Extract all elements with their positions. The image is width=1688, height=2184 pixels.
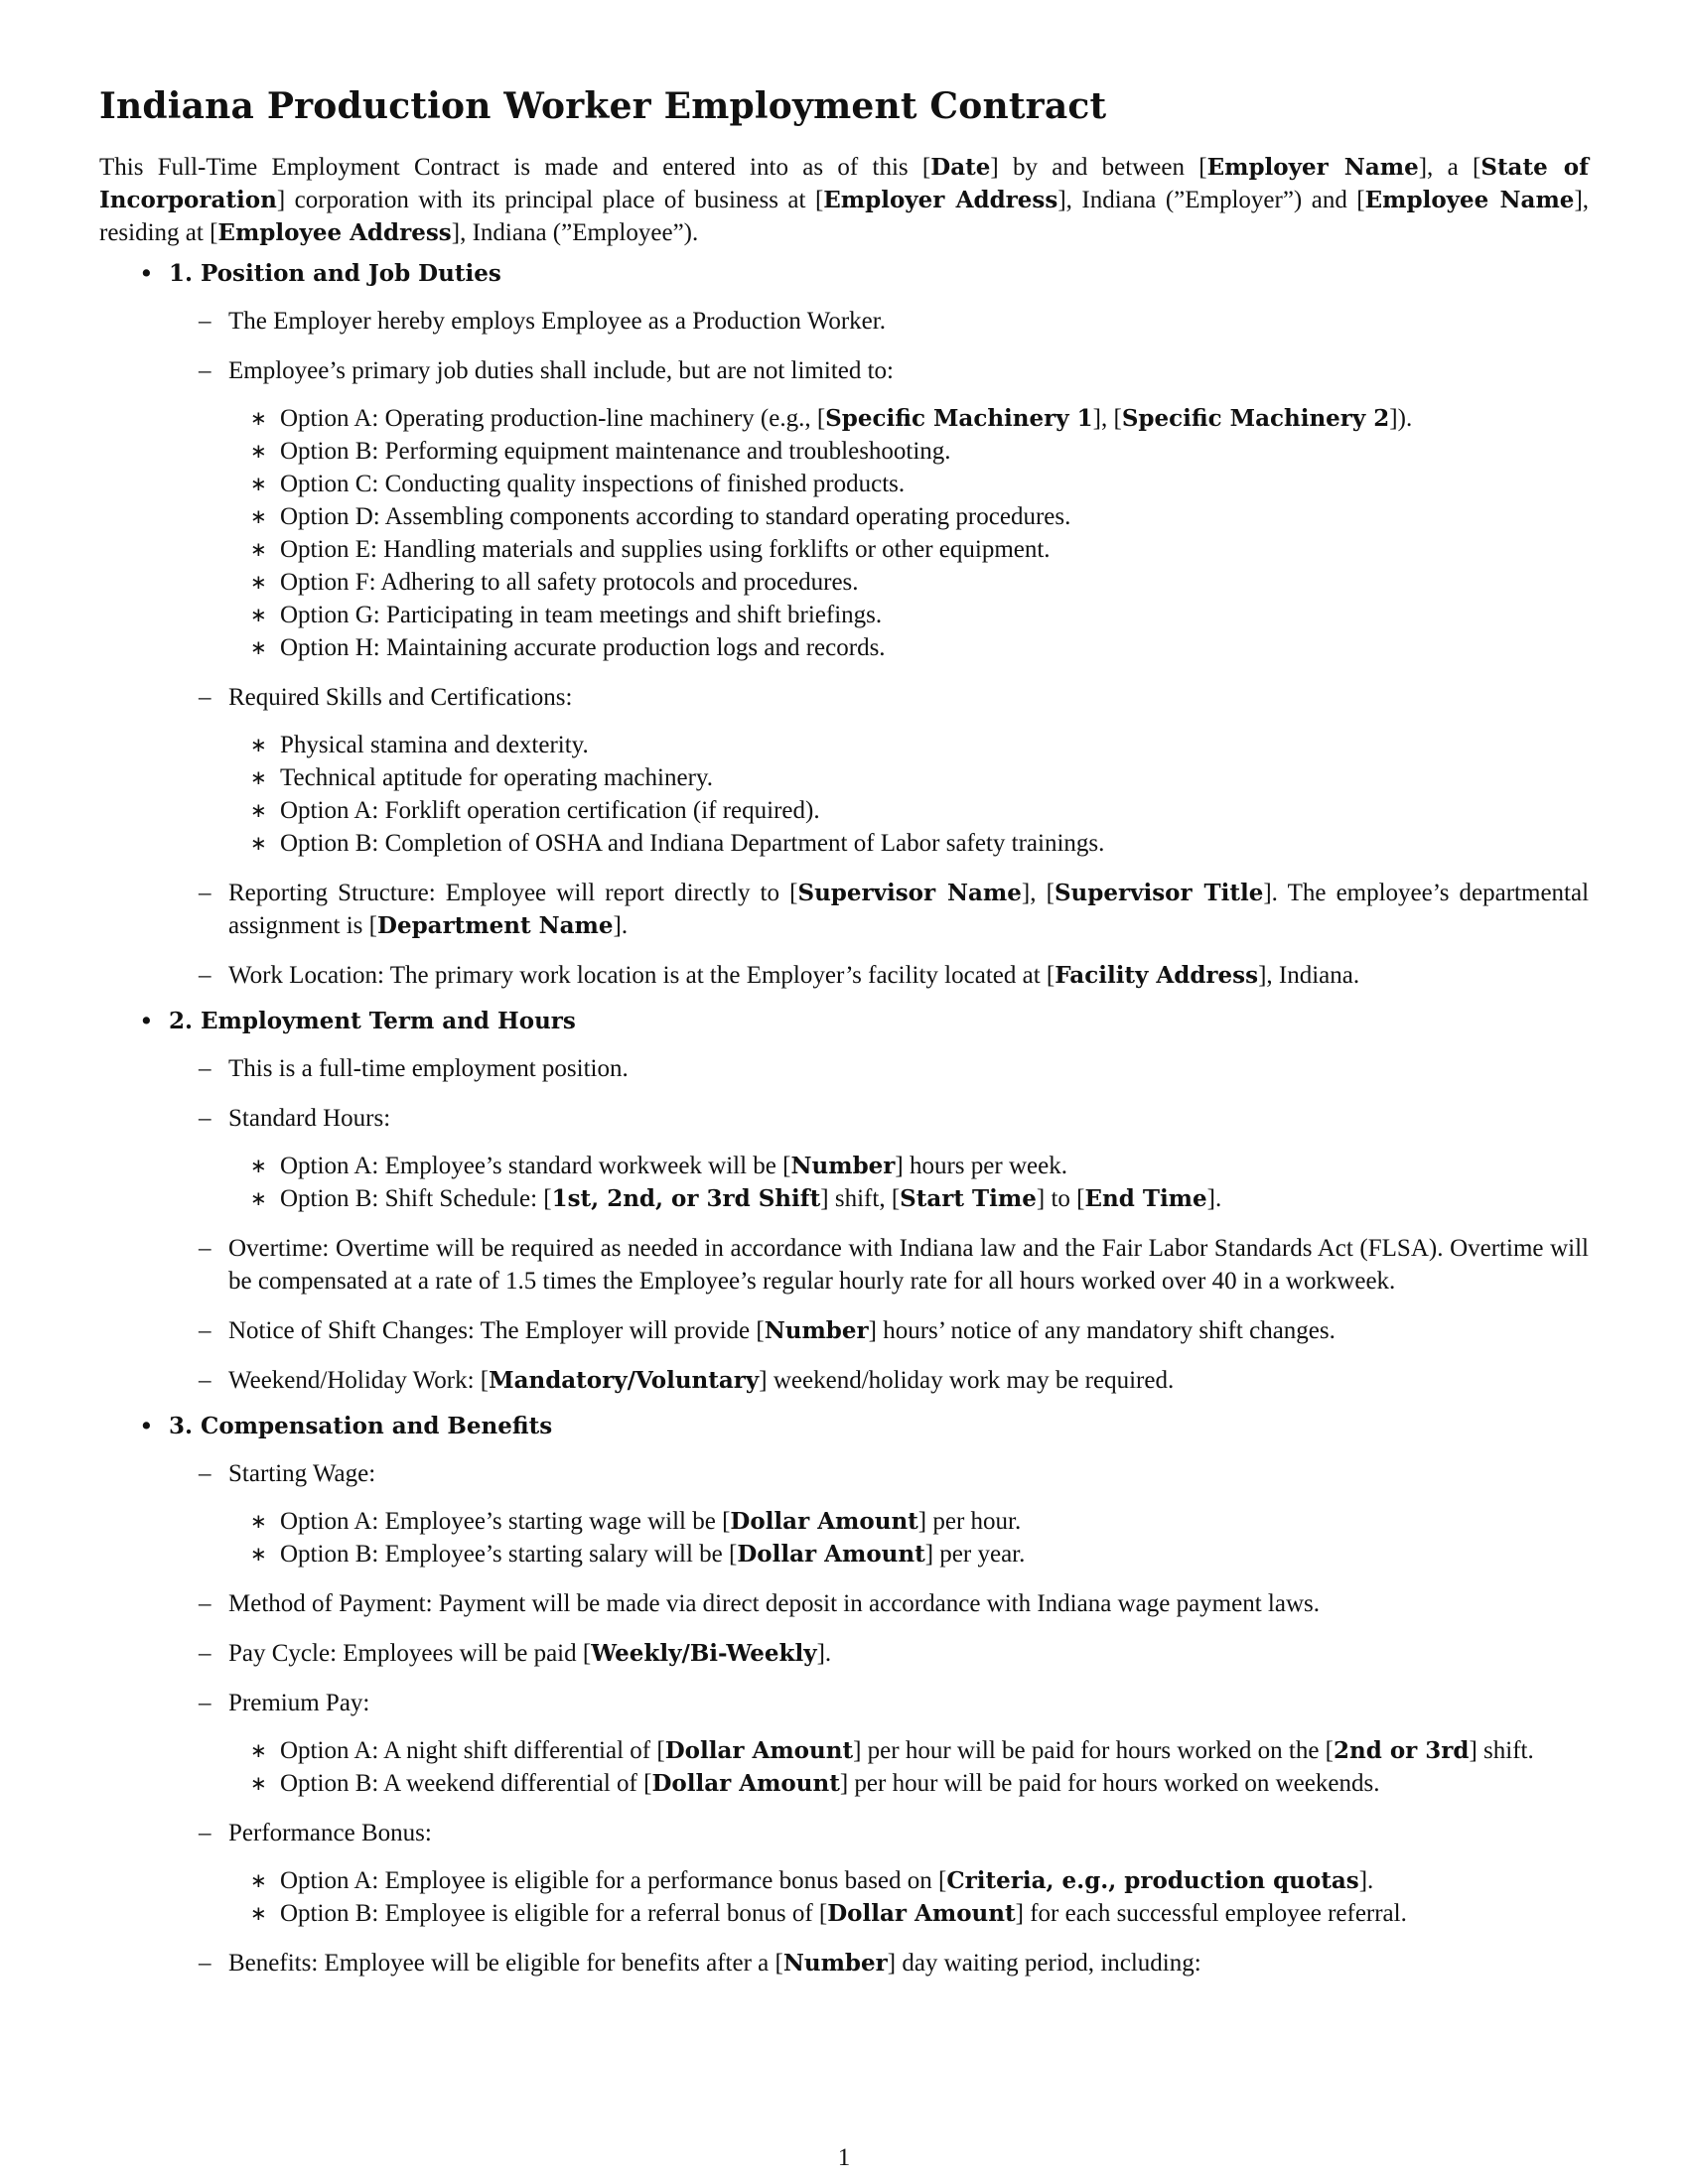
list-item: ∗ Technical aptitude for operating machinery. <box>228 761 1589 794</box>
list-item: ∗ Option C: Conducting quality inspections of finished products. <box>228 468 1589 500</box>
placeholder-date: Date <box>930 154 991 181</box>
list-item: ∗ Option A: Forklift operation certification (if required). <box>228 794 1589 827</box>
asterisk-icon: ∗ <box>250 1542 267 1566</box>
sections-list <box>99 257 1589 1979</box>
asterisk-icon: ∗ <box>250 406 267 430</box>
section-title: 3. Compensation and Benefits <box>169 1413 553 1439</box>
placeholder-supervisor-title: Supervisor Title <box>1054 880 1264 906</box>
list-item: ∗ Option G: Participating in team meetings and shift briefings. <box>228 599 1589 631</box>
placeholder-pay-cycle: Weekly/Bi-Weekly <box>591 1640 817 1667</box>
section-compensation <box>99 1410 1589 1979</box>
asterisk-icon: ∗ <box>250 439 267 463</box>
list-item: ∗ Option H: Maintaining accurate production logs and records. <box>228 631 1589 664</box>
list-item: ∗ Option B: Employee’s starting salary will be [Dollar Amount] per year. <box>228 1538 1589 1570</box>
placeholder-shift: 1st, 2nd, or 3rd Shift <box>551 1185 821 1212</box>
list-item: ∗ Option A: Operating production-line machinery (e.g., [Specific Machinery 1], [Specific Machinery 2]). <box>228 402 1589 435</box>
asterisk-icon: ∗ <box>250 1509 267 1533</box>
bullet-icon: • <box>139 1007 154 1035</box>
asterisk-icon: ∗ <box>250 1771 267 1795</box>
list-item: – Starting Wage: ∗ Option A: Employee’s starting wage will be [Dollar Amount] per hour. ∗ Option B: Employee’s starting salary will be [Dollar Amount] per year. <box>169 1457 1589 1570</box>
placeholder-end-time: End Time <box>1084 1185 1207 1212</box>
bullet-icon: • <box>139 259 154 288</box>
section-employment-term <box>99 1005 1589 1397</box>
section-position <box>99 257 1589 992</box>
list-item: – Method of Payment: Payment will be made via direct deposit in accordance with Indiana wage payment laws. <box>199 1590 1320 1617</box>
bullet-icon: • <box>139 1412 154 1440</box>
list-item: ∗ Option B: Completion of OSHA and Indiana Department of Labor safety trainings. <box>228 827 1589 860</box>
list-item: ∗ Option B: Shift Schedule: [1st, 2nd, or 3rd Shift] shift, [Start Time] to [End Time]. <box>228 1182 1589 1215</box>
list-item: ∗ Option A: Employee’s standard workweek will be [Number] hours per week. <box>228 1150 1589 1182</box>
list-item: – Performance Bonus: ∗ Option A: Employee is eligible for a performance bonus based on [Criteria, e.g., production quotas]. ∗ Option B: Employee is eligible for a referral bonus of [Dollar Amount] for each successful employee referral. <box>169 1817 1589 1930</box>
asterisk-icon: ∗ <box>250 1154 267 1177</box>
placeholder-criteria: Criteria, e.g., production quotas <box>946 1867 1359 1894</box>
asterisk-icon: ∗ <box>250 472 267 495</box>
placeholder-employee-address: Employee Address <box>217 219 452 246</box>
list-item: ∗ Option B: A weekend differential of [Dollar Amount] per hour will be paid for hours worked on weekends. <box>228 1767 1589 1800</box>
placeholder-employer-name: Employer Name <box>1206 154 1419 181</box>
list-item: – Notice of Shift Changes: The Employer will provide [Number] hours’ notice of any mandatory shift changes. <box>199 1317 1336 1344</box>
section-title: 1. Position and Job Duties <box>169 260 501 287</box>
asterisk-icon: ∗ <box>250 1186 267 1210</box>
list-item: ∗ Option B: Employee is eligible for a referral bonus of [Dollar Amount] for each successful employee referral. <box>228 1897 1589 1930</box>
placeholder-dollar-amount: Dollar Amount <box>664 1737 854 1764</box>
list-item: ∗ Physical stamina and dexterity. <box>228 729 1589 761</box>
list-item: ∗ Option D: Assembling components according to standard operating procedures. <box>228 500 1589 533</box>
list-item: – Employee’s primary job duties shall include, but are not limited to: ∗ Option A: Operating production-line machinery (e.g., [Specific Machinery 1], [Specific Machinery 2]). ∗ Option B: Performing equipment maintenance and troubleshooting. ∗ Option C: Conducting quality inspections of finished products. ∗ Option D: Assembling components according to standard operating procedures. ∗ Option E: Handling materials and supplies using forklifts or other equipment. ∗ Option F: Adhering to all safety protocols and procedures. ∗ Option G: Participating in team meetings and shift briefings. ∗ Option H: Maintaining accurate production logs and records. <box>169 354 1589 664</box>
placeholder-number: Number <box>790 1153 896 1179</box>
list-item: – Overtime: Overtime will be required as needed in accordance with Indiana law and the Fair Labor Standards Act (FLSA). Overtime will be compensated at a rate of 1.5 times the Employee’s regular hourly rate for all hours worked over 40 in a workweek. <box>199 1235 1589 1295</box>
placeholder-benefits-number: Number <box>782 1950 888 1977</box>
asterisk-icon: ∗ <box>250 537 267 561</box>
placeholder-employee-name: Employee Name <box>1364 187 1575 213</box>
list-item: – This is a full-time employment position. <box>199 1055 629 1082</box>
intro-paragraph: This Full-Time Employment Contract is made and entered into as of this [Date] by and between [Employer Name], a [State of Incorporation] corporation with its principal place of business at [Employer Address], Indiana (”Employer”) and [Employee Name], residing at [Employee Address], Indiana (”Employee”). <box>99 154 1590 246</box>
list-item: – The Employer hereby employs Employee as a Production Worker. <box>199 308 886 335</box>
asterisk-icon: ∗ <box>250 635 267 659</box>
asterisk-icon: ∗ <box>250 603 267 626</box>
placeholder-shift: 2nd or 3rd <box>1334 1737 1470 1764</box>
list-item: – Weekend/Holiday Work: [Mandatory/Voluntary] weekend/holiday work may be required. <box>199 1367 1175 1394</box>
placeholder-dollar-amount: Dollar Amount <box>730 1508 918 1535</box>
asterisk-icon: ∗ <box>250 504 267 528</box>
placeholder-mandatory: Mandatory/Voluntary <box>489 1367 760 1394</box>
list-item: – Premium Pay: ∗ Option A: A night shift differential of [Dollar Amount] per hour will be paid for hours worked on the [2nd or 3rd] shift. ∗ Option B: A weekend differential of [Dollar Amount] per hour will be paid for hours worked on weekends. <box>169 1687 1589 1800</box>
placeholder-state: State of Incorporation <box>99 154 1590 213</box>
list-item: ∗ Option A: A night shift differential of [Dollar Amount] per hour will be paid for hours worked on the [2nd or 3rd] shift. <box>228 1734 1589 1767</box>
placeholder-notice-number: Number <box>764 1317 869 1344</box>
list-item: – Standard Hours: ∗ Option A: Employee’s standard workweek will be [Number] hours per week. ∗ Option B: Shift Schedule: [1st, 2nd, or 3rd Shift] shift, [Start Time] to [End Time]. <box>169 1102 1589 1215</box>
list-item: ∗ Option A: Employee is eligible for a performance bonus based on [Criteria, e.g., production quotas]. <box>228 1864 1589 1897</box>
asterisk-icon: ∗ <box>250 1738 267 1762</box>
placeholder-machinery-2: Specific Machinery 2 <box>1121 405 1390 432</box>
section-title: 2. Employment Term and Hours <box>169 1008 576 1034</box>
asterisk-icon: ∗ <box>250 831 267 855</box>
list-item: – Required Skills and Certifications: ∗ Physical stamina and dexterity. ∗ Technical aptitude for operating machinery. ∗ Option A: Forklift operation certification (if required). ∗ Option B: Completion of OSHA and Indiana Department of Labor safety trainings. <box>169 681 1589 860</box>
asterisk-icon: ∗ <box>250 798 267 822</box>
list-item: ∗ Option E: Handling materials and supplies using forklifts or other equipment. <box>228 533 1589 566</box>
document-title: Indiana Production Worker Employment Contract <box>99 85 1107 127</box>
placeholder-facility-address: Facility Address <box>1055 962 1259 989</box>
list-item: ∗ Option B: Performing equipment maintenance and troubleshooting. <box>228 435 1589 468</box>
list-item: – Reporting Structure: Employee will report directly to [Supervisor Name], [Supervisor Title]. The employee’s departmental assignment is [Department Name]. <box>199 880 1590 939</box>
asterisk-icon: ∗ <box>250 570 267 594</box>
list-item: ∗ Option F: Adhering to all safety protocols and procedures. <box>228 566 1589 599</box>
placeholder-machinery-1: Specific Machinery 1 <box>825 405 1093 432</box>
document-page <box>99 85 1589 1992</box>
asterisk-icon: ∗ <box>250 733 267 756</box>
placeholder-dollar-amount: Dollar Amount <box>651 1770 840 1797</box>
list-item: ∗ Option A: Employee’s starting wage will be [Dollar Amount] per hour. <box>228 1505 1589 1538</box>
placeholder-dollar-amount: Dollar Amount <box>827 1900 1016 1927</box>
list-item: – Benefits: Employee will be eligible for benefits after a [Number] day waiting period, including: <box>199 1950 1201 1977</box>
asterisk-icon: ∗ <box>250 1868 267 1892</box>
asterisk-icon: ∗ <box>250 765 267 789</box>
asterisk-icon: ∗ <box>250 1901 267 1925</box>
list-item: – Work Location: The primary work location is at the Employer’s facility located at [Facility Address], Indiana. <box>199 962 1360 989</box>
page-number: 1 <box>837 2144 851 2171</box>
placeholder-start-time: Start Time <box>900 1185 1037 1212</box>
placeholder-dollar-amount: Dollar Amount <box>737 1541 925 1568</box>
list-item: – Pay Cycle: Employees will be paid [Weekly/Bi-Weekly]. <box>199 1640 832 1667</box>
placeholder-employer-address: Employer Address <box>823 187 1058 213</box>
placeholder-supervisor-name: Supervisor Name <box>797 880 1022 906</box>
placeholder-department-name: Department Name <box>377 912 614 939</box>
